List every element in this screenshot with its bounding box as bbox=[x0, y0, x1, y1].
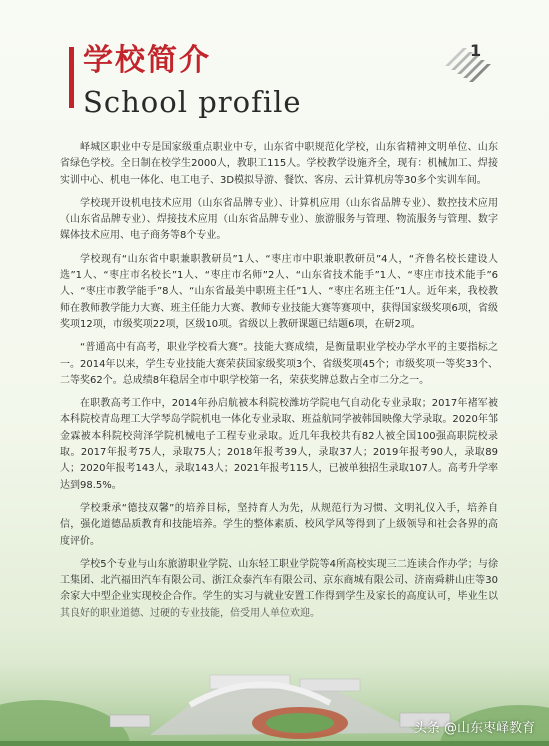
intro-text bbox=[60, 140, 498, 629]
paragraph-majors: 学校现开设机电技术应用（山东省品牌专业）、计算机应用（山东省品牌专业）、数控技术应用（山东省品牌专业）、焊接技术应用（山东省品牌专业）、旅游服务与管理、物流服务与管理、数字媒体技术应用、电子商务等8个专业。 bbox=[60, 197, 498, 242]
paragraph-competitions: “普通高中有高考，职业学校看大赛”。技能大赛成绩，是衡量职业学校办学水平的主要指标之一。2014年以来，学生专业技能大赛荣获国家级奖项3个、省级奖项45个；市级奖项一等奖33个、二等奖62个。总成绩8年稳居全市中职学校第一名，荣获奖牌总数占全市二分之一。 bbox=[60, 342, 498, 386]
watermark: 头条 @山东枣峄教育 bbox=[413, 721, 535, 736]
page-number: 1 bbox=[470, 41, 482, 60]
page-subtitle-english: School profile bbox=[83, 85, 302, 119]
paragraph-cooperation: 学校5个专业与山东旅游职业学院、山东轻工职业学院等4所高校实现三二连读合作办学；与徐工集团、北汽福田汽车有限公司、浙江众泰汽车有限公司、京东商城有限公司、济南舜耕山庄等30 bbox=[60, 558, 498, 587]
page-title: 学校简介 bbox=[83, 43, 211, 78]
paragraph-faculty: 学校现有“山东省中职兼职教研员”1人、“枣庄市中职兼职教研员”4人，“齐鲁名校长建设人选”1人、“枣庄市名校长”1人、“枣庄市名师”2人、“山东省技术能手”1人、“枣庄市技术能手”6人、“枣庄市教学能手”8人、“山东省最美中职班主任”1人、“枣庄名班主任”1人。近年来，我校教师在教师教学能力大赛、班主任能力大赛、教师专业技能大赛等赛项中，获得国家级奖项6项，省级奖项12项，市级奖项22项，区级10项。省级以上教研课题已结题6项，在研2项。 bbox=[60, 253, 498, 330]
paragraph-education-goal: 学校秉承“德技双馨”的培养目标，坚持育人为先，从规范行为习惯、文明礼仪入手，培养自信，强化道德品质教育和技能培养。学生的整体素质、校风学风等得到了上级领导和社会各界的高度评价。 bbox=[60, 502, 498, 547]
paragraph-overview: 峄城区职业中专是国家级重点职业中专，山东省中职规范化学校，山东省精神文明单位、山东省绿色学校。全日制在校学生2000人，教职工115人。学校教学设施齐全，现有：机械加工、焊接实训中心、机电一体化、电工电子、3D模拟导游、餐饮、客房、云计算机房等30多个实训车间。 bbox=[60, 142, 498, 186]
title-accent-bar bbox=[69, 47, 74, 108]
paragraph-admissions: 在职教高考工作中，2014年孙启航被本科院校潍坊学院电气自动化专业录取；2017年褚军被本科院校青岛理工大学琴岛学院机电一体化专业录取、班益航同学被韩国映像大学录取。2020年邹金霖被本科院校菏泽学院机械电子工程专业录取。近几年我校共有82人被全国100强高职院校录取。2017年报考75人，录取75人；2018年报考39人，录取37人；2019年报考90人，录取89人；2020年报考143人，录取143人；2021年报考115人，已被单独招生录取107人。高考升学率达到98.5%。 bbox=[60, 398, 498, 491]
